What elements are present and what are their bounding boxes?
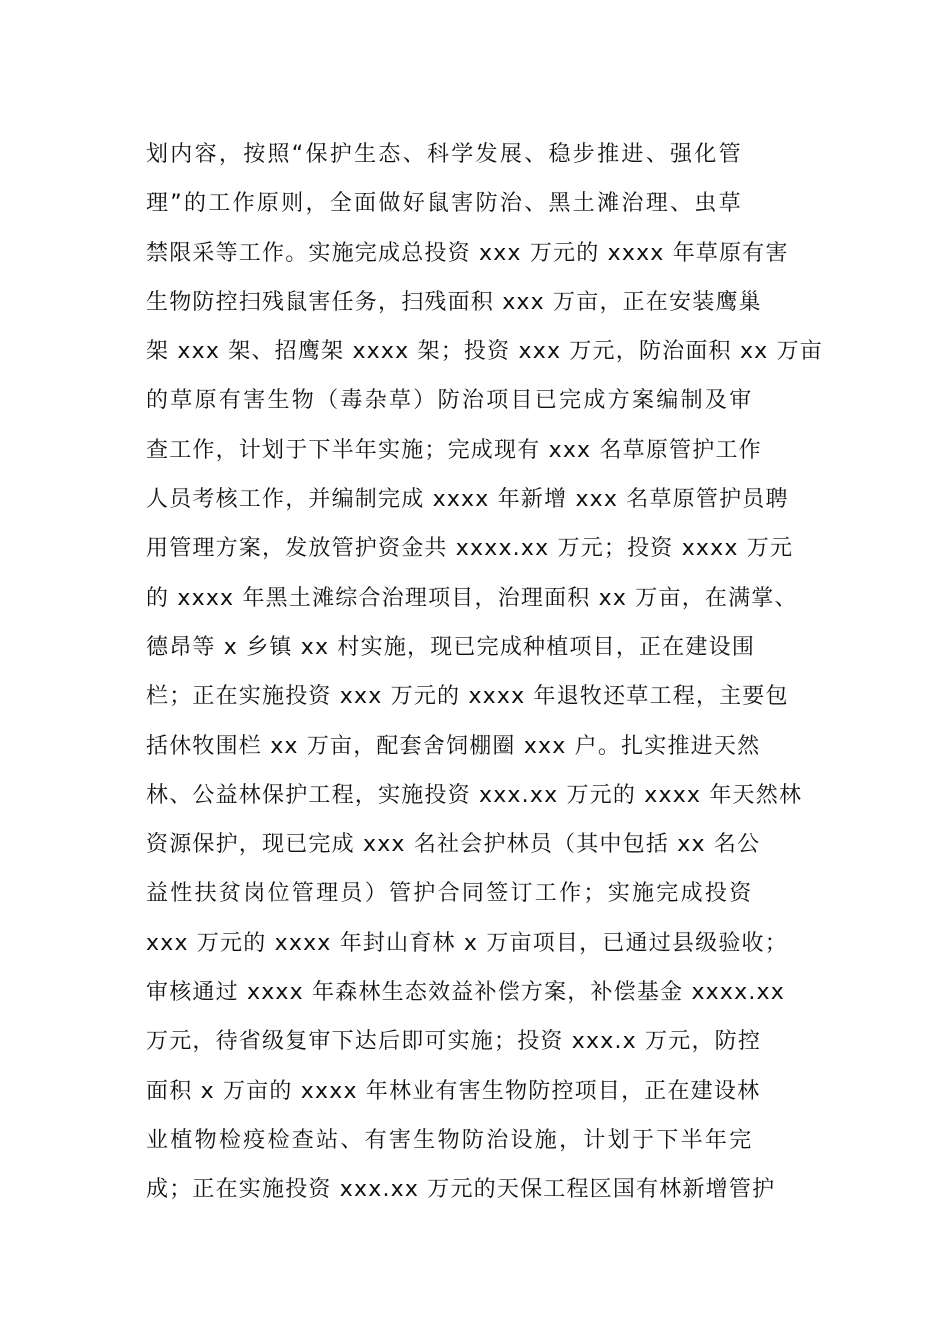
text-line: 资源保护，现已完成 xxx 名社会护林员（其中包括 xx 名公	[146, 832, 761, 858]
text-line: 审核通过 xxxx 年森林生态效益补偿方案，补偿基金 xxxx.xx	[146, 980, 785, 1006]
text-line: 面积 x 万亩的 xxxx 年林业有害生物防控项目，正在建设林	[146, 1078, 761, 1104]
text-line: xxx 万元的 xxxx 年封山育林 x 万亩项目，已通过县级验收；	[146, 930, 788, 956]
body-paragraph	[146, 130, 826, 1215]
text-line: 益性扶贫岗位管理员）管护合同签订工作；实施完成投资	[146, 881, 754, 907]
text-line: 栏；正在实施投资 xxx 万元的 xxxx 年退牧还草工程，主要包	[146, 684, 789, 710]
text-line: 括休牧围栏 xx 万亩，配套舍饲棚圈 xxx 户。扎实推进天然	[146, 733, 761, 759]
text-line: 禁限采等工作。实施完成总投资 xxx 万元的 xxxx 年草原有害	[146, 240, 789, 266]
text-line: 的 xxxx 年黑土滩综合治理项目，治理面积 xx 万亩，在满掌、	[146, 585, 798, 611]
text-line: 查工作，计划于下半年实施；完成现有 xxx 名草原管护工作	[146, 437, 762, 463]
text-line: 成；正在实施投资 xxx.xx 万元的天保工程区国有林新增管护	[146, 1177, 776, 1203]
text-line: 生物防控扫残鼠害任务，扫残面积 xxx 万亩，正在安装鹰巢	[146, 289, 762, 315]
text-line: 万元，待省级复审下达后即可实施；投资 xxx.x 万元，防控	[146, 1029, 762, 1055]
text-line: 架 xxx 架、招鹰架 xxxx 架；投资 xxx 万元，防治面积 xx 万亩	[146, 339, 823, 365]
text-line: 划内容，按照“保护生态、科学发展、稳步推进、强化管	[146, 142, 743, 167]
text-line: 的草原有害生物（毒杂草）防治项目已完成方案编制及审	[146, 388, 754, 414]
text-line: 业植物检疫检查站、有害生物防治设施，计划于下半年完	[146, 1127, 754, 1153]
text-line: 德昂等 x 乡镇 xx 村实施，现已完成种植项目，正在建设围	[146, 634, 756, 660]
text-line: 林、公益林保护工程，实施投资 xxx.xx 万元的 xxxx 年天然林	[146, 782, 803, 808]
text-line: 人员考核工作，并编制完成 xxxx 年新增 xxx 名草原管护员聘	[146, 487, 789, 513]
text-line: 理”的工作原则，全面做好鼠害防治、黑土滩治理、虫草	[146, 191, 743, 217]
text-line: 用管理方案，发放管护资金共 xxxx.xx 万元；投资 xxxx 万元	[146, 536, 794, 562]
